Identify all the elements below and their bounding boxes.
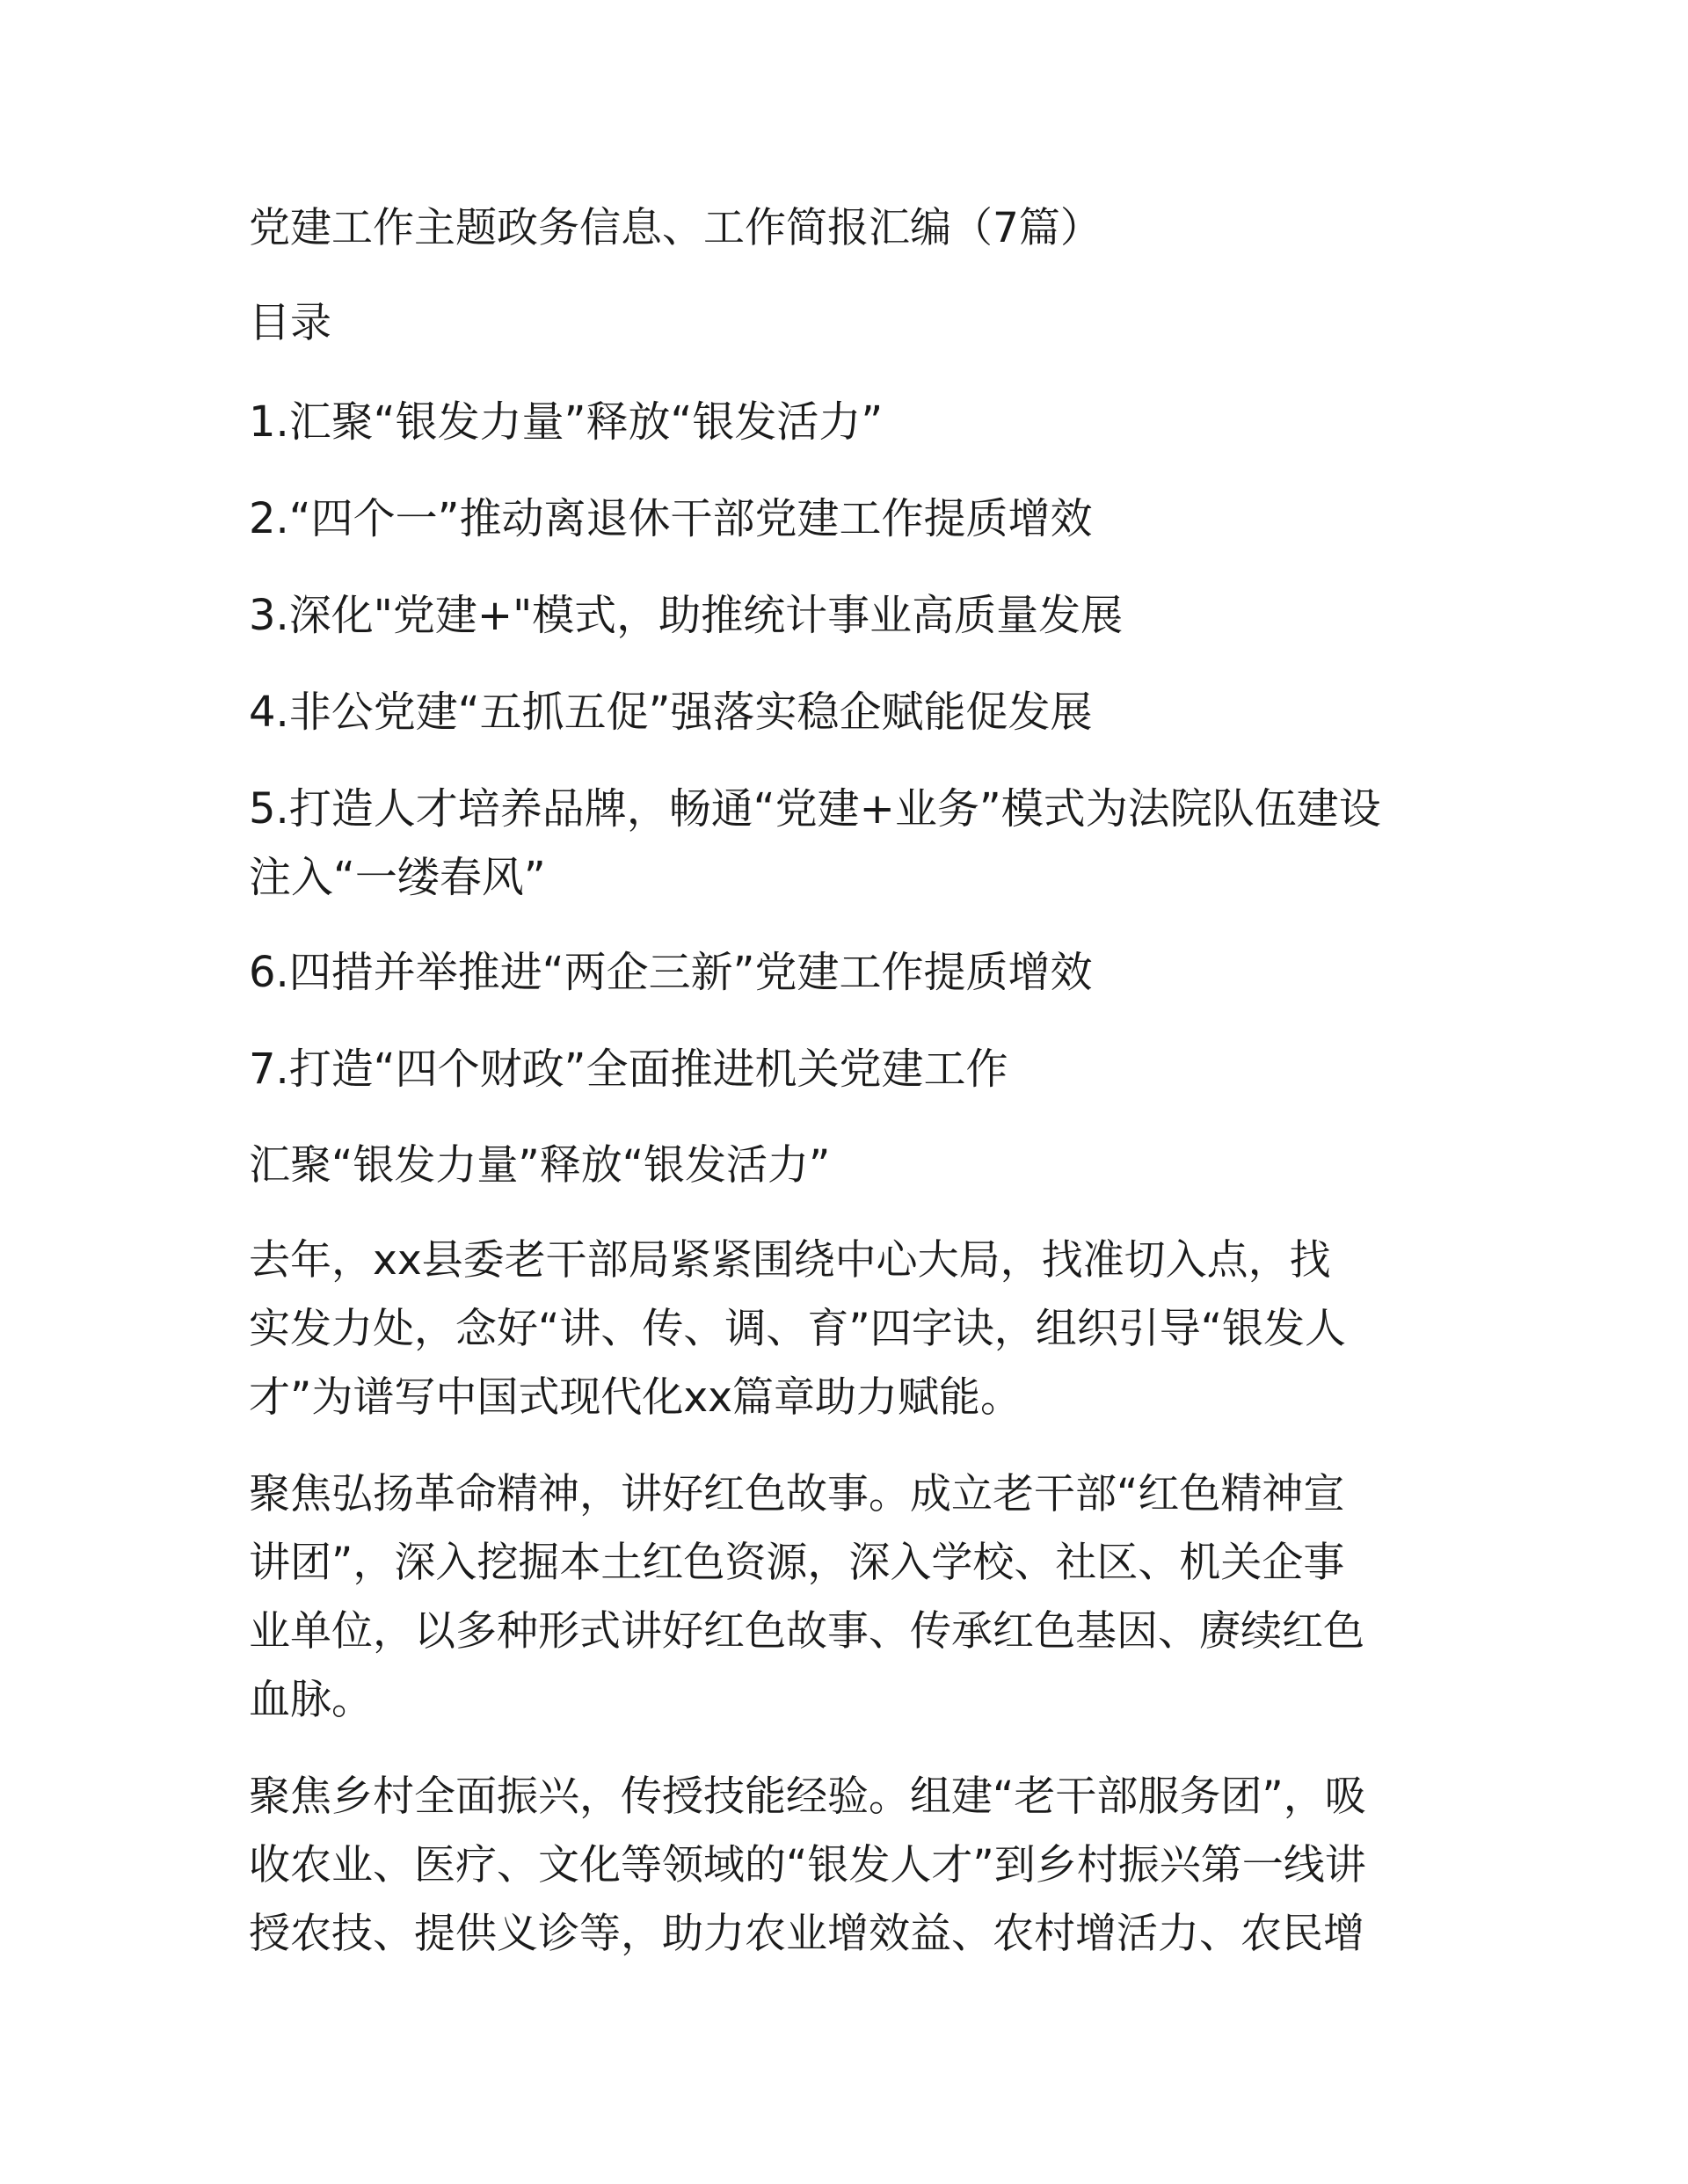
toc-item-4: 4.非公党建“五抓五促”强落实稳企赋能促发展 [249, 688, 1093, 737]
toc-item-6: 6.四措并举推进“两企三新”党建工作提质增效 [249, 948, 1093, 997]
paragraph-3-line-1: 聚焦乡村全面振兴，传授技能经验。组建“老干部服务团”，吸 [249, 1773, 1366, 1821]
paragraph-3-line-2: 收农业、医疗、文化等领域的“银发人才”到乡村振兴第一线讲 [249, 1841, 1366, 1889]
toc-item-3: 3.深化"党建+"模式，助推统计事业高质量发展 [249, 591, 1124, 640]
paragraph-2-line-3: 业单位，以多种形式讲好红色故事、传承红色基因、赓续红色 [249, 1607, 1364, 1656]
toc-item-1: 1.汇聚“银发力量”释放“银发活力” [249, 397, 884, 447]
paragraph-1-line-2: 实发力处，念好“讲、传、调、育”四字诀，组织引导“银发人 [249, 1305, 1347, 1353]
paragraph-2-line-2: 讲团”，深入挖掘本土红色资源，深入学校、社区、机关企事 [249, 1539, 1345, 1587]
section-title: 汇聚“银发力量”释放“银发活力” [249, 1141, 831, 1190]
paragraph-1-line-3: 才”为谱写中国式现代化xx篇章助力赋能。 [249, 1373, 1022, 1422]
paragraph-1-line-1: 去年，xx县委老干部局紧紧围绕中心大局，找准切入点，找 [249, 1236, 1331, 1285]
document-page [249, 0, 1444, 2184]
paragraph-2-line-1: 聚焦弘扬革命精神，讲好红色故事。成立老干部“红色精神宣 [249, 1470, 1345, 1518]
toc-item-5: 5.打造人才培养品牌，畅通“党建+业务”模式为法院队伍建设 [249, 784, 1381, 834]
toc-heading: 目录 [249, 299, 331, 347]
toc-item-5-continued: 注入“一缕春风” [249, 853, 546, 902]
paragraph-2-line-4: 血脉。 [249, 1676, 373, 1724]
paragraph-3-line-3: 授农技、提供义诊等，助力农业增效益、农村增活力、农民增 [249, 1910, 1364, 1958]
toc-item-2: 2.“四个一”推动离退休干部党建工作提质增效 [249, 494, 1093, 543]
document-title: 党建工作主题政务信息、工作简报汇编（7篇） [249, 204, 1102, 252]
toc-item-7: 7.打造“四个财政”全面推进机关党建工作 [249, 1045, 1008, 1094]
